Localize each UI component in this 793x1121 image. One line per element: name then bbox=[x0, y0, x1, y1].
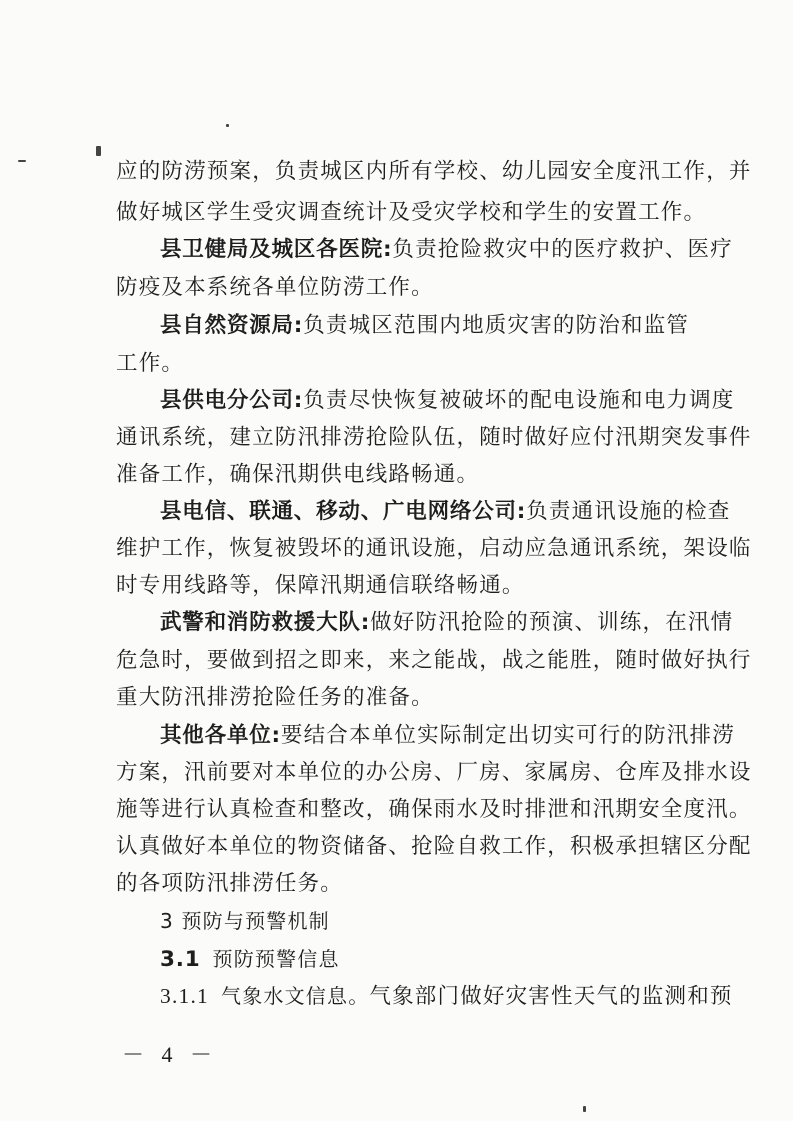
scan-speck bbox=[96, 146, 101, 156]
section-number: 3.1.1 bbox=[160, 984, 209, 1008]
paragraph-line: 认真做好本单位的物资储备、抢险自救工作，积极承担辖区分配 bbox=[116, 834, 752, 859]
paragraph-line: 工作。 bbox=[116, 351, 185, 376]
paragraph-text: 负责尽快恢复被破坏的配电设施和电力调度 bbox=[303, 388, 735, 413]
section-heading-3-1-1 bbox=[160, 981, 733, 1012]
paragraph-line: 时专用线路等，保障汛期通信联络畅通。 bbox=[116, 573, 525, 598]
paragraph-line: 危急时，要做到招之即来，来之能战，战之能胜，随时做好执行 bbox=[116, 648, 752, 673]
bold-label: 县自然资源局: bbox=[160, 313, 304, 338]
paragraph-line: 方案，汛前要对本单位的办公房、厂房、家属房、仓库及排水设 bbox=[116, 760, 752, 785]
paragraph-line: 应的防涝预案，负责城区内所有学校、幼儿园安全度汛工作，并 bbox=[116, 159, 752, 184]
paragraph-line: 施等进行认真检查和整改，确保雨水及时排泄和汛期安全度汛。 bbox=[116, 797, 752, 822]
paragraph-line: 通讯系统，建立防汛排涝抢险队伍，随时做好应付汛期突发事件 bbox=[116, 425, 752, 450]
paragraph-text: 气象部门做好灾害性天气的监测和预 bbox=[369, 984, 733, 1009]
paragraph-text: 做好防汛抢险的预演、训练，在汛情 bbox=[370, 610, 734, 635]
scan-speck bbox=[583, 1106, 586, 1112]
bold-label: 县电信、联通、移动、广电网络公司: bbox=[160, 499, 527, 524]
paragraph-line: 维护工作，恢复被毁坏的通讯设施，启动应急通讯系统，架设临 bbox=[116, 536, 752, 561]
paragraph-line bbox=[160, 497, 731, 527]
section-heading-3: 3 预防与预警机制 bbox=[160, 909, 330, 933]
section-number: 3.1 bbox=[160, 947, 201, 972]
page-number: － 4 － bbox=[122, 1042, 219, 1067]
paragraph-text: 负责城区范围内地质灾害的防治和监管 bbox=[303, 313, 690, 338]
scan-speck bbox=[226, 124, 229, 127]
bold-label: 县卫健局及城区各医院: bbox=[160, 237, 393, 262]
paragraph-line: 的各项防汛排涝任务。 bbox=[116, 871, 344, 896]
bold-label: 县供电分公司: bbox=[160, 388, 304, 413]
paragraph-line bbox=[160, 386, 735, 416]
paragraph-text: 要结合本单位实际制定出切实可行的防汛排涝 bbox=[280, 723, 735, 748]
paragraph-line bbox=[160, 311, 689, 341]
paragraph-line bbox=[160, 721, 735, 751]
paragraph-line: 防疫及本系统各单位防涝工作。 bbox=[116, 275, 434, 300]
paragraph-line bbox=[160, 608, 733, 638]
paragraph-line bbox=[160, 235, 733, 265]
paragraph-text: 负责抢险救灾中的医疗救护、医疗 bbox=[392, 237, 733, 262]
paragraph-line: 重大防汛排涝抢险任务的准备。 bbox=[116, 685, 434, 710]
section-title: 气象水文信息。 bbox=[221, 984, 370, 1008]
scan-speck bbox=[18, 160, 26, 162]
section-title: 预防预警信息 bbox=[212, 947, 340, 971]
bold-label: 其他各单位: bbox=[160, 723, 281, 748]
bold-label: 武警和消防救援大队: bbox=[160, 610, 371, 635]
section-heading-3-1 bbox=[160, 944, 340, 975]
paragraph-line: 做好城区学生受灾调查统计及受灾学校和学生的安置工作。 bbox=[116, 200, 707, 225]
paragraph-text: 负责通讯设施的检查 bbox=[526, 499, 731, 524]
paragraph-line: 准备工作，确保汛期供电线路畅通。 bbox=[116, 462, 480, 487]
